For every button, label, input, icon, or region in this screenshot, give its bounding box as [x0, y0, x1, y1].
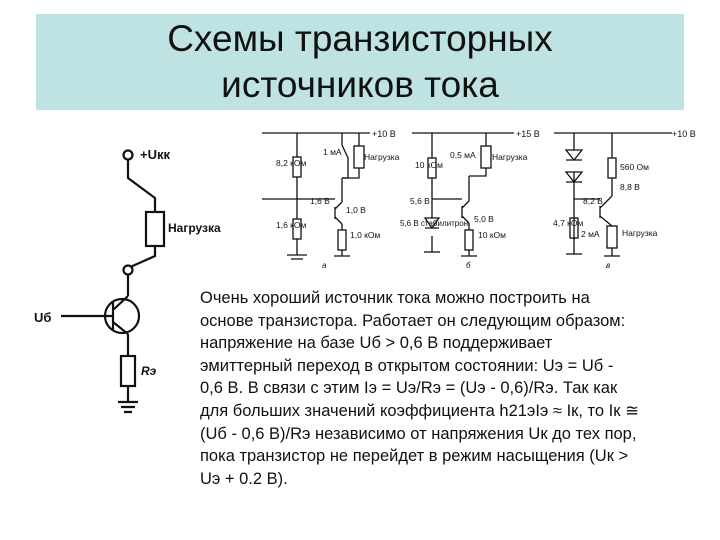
- load-a-label: Нагрузка: [364, 152, 400, 162]
- r-top-a-label: 8,2 кОм: [276, 158, 307, 168]
- supply-label: +Uкк: [140, 147, 170, 162]
- load-b-box: [481, 146, 491, 168]
- ve-a-label: 1,0 В: [346, 205, 366, 215]
- load-wire-a: [342, 133, 348, 178]
- r-e-b: [465, 230, 473, 250]
- body-line-5: 0,6 В. В связи с этим Iэ = Uэ/Rэ = (Uэ - 0,6)/Rэ. Так как: [200, 379, 618, 398]
- supply-b: +15 В: [516, 129, 540, 139]
- supply-c: +10 В: [672, 129, 696, 139]
- left-circuit: [34, 147, 221, 412]
- load-a-box: [354, 146, 364, 168]
- vb-c-label: 8,2 В: [583, 196, 603, 206]
- circuit-b: [400, 129, 540, 270]
- body-line-6: для больших значений коэффициента h21эIэ ≈ Iк, то Iк ≅: [200, 401, 639, 420]
- r-e-c-label: 4,7 кОм: [553, 218, 584, 228]
- title-line-2: источников тока: [221, 64, 499, 105]
- ve-b-label: 5,0 В: [474, 214, 494, 224]
- ve-c-label: 8,8 В: [620, 182, 640, 192]
- current-c-label: 2 мА: [581, 229, 600, 239]
- load-c-label: Нагрузка: [622, 228, 658, 238]
- supply-terminal: [124, 151, 133, 160]
- description-text: [200, 287, 692, 490]
- current-a-label: 1 мА: [323, 147, 342, 157]
- load-box: [146, 212, 164, 246]
- r-top-c: [608, 158, 616, 178]
- body-line-8: пока транзистор не перейдет в режим насыщения (Uк >: [200, 447, 629, 466]
- ground-c2-icon: [604, 248, 620, 256]
- current-b-label: 0,5 мА: [450, 150, 476, 160]
- ground-b2-icon: [461, 250, 477, 256]
- base-label: Uб: [34, 310, 52, 325]
- r-e-a-label: 1,0 кОм: [350, 230, 381, 240]
- body-line-7: (Uб - 0,6 В)/Rэ независимо от напряжения Uк до тех пор,: [200, 424, 637, 443]
- zener-label: 5,6 В стабилитрон: [400, 219, 469, 228]
- load-b-label: Нагрузка: [492, 152, 528, 162]
- letter-c: в: [606, 261, 611, 270]
- body-line-3: напряжение на базе Uб > 0,6 В поддерживает: [200, 334, 553, 353]
- circuit-c: [553, 129, 696, 270]
- load-a-wire: [342, 133, 359, 178]
- r-top-c-label: 560 Ом: [620, 162, 649, 172]
- load-c-box: [607, 226, 617, 248]
- wire-load: [128, 246, 155, 268]
- emitter-resistor: [121, 356, 135, 386]
- circuit-a: [262, 129, 400, 270]
- wire-supply: [128, 160, 155, 212]
- vb-b-label: 5,6 В: [410, 196, 430, 206]
- body-line-9: Uэ + 0.2 В).: [200, 469, 288, 488]
- ground-a-icon: [287, 255, 307, 259]
- title-line-1: Схемы транзисторных: [167, 18, 553, 59]
- letter-a: а: [322, 261, 327, 270]
- body-line-1: Очень хороший источник тока можно построить на: [200, 289, 590, 307]
- resistor-label: Rэ: [141, 364, 157, 378]
- body-line-2: основе транзистора. Работает он следующим образом:: [200, 311, 626, 330]
- ground-a2-icon: [334, 250, 350, 256]
- supply-a: +10 В: [372, 129, 396, 139]
- letter-b: б: [466, 261, 471, 270]
- ground-c-icon: [566, 238, 582, 254]
- collector-terminal: [124, 266, 133, 275]
- r-bot-a-label: 1,6 кОм: [276, 220, 307, 230]
- transistor-symbol: [113, 296, 128, 334]
- vb-a-label: 1,6 В: [310, 196, 330, 206]
- r-top-b-label: 10 кОм: [415, 160, 443, 170]
- r-e-b-label: 10 кОм: [478, 230, 506, 240]
- ground-icon: [118, 386, 138, 412]
- load-label: Нагрузка: [168, 221, 221, 235]
- r-e-a: [338, 230, 346, 250]
- body-line-4: эмиттерный переход в открытом состоянии: Uэ = Uб -: [200, 356, 614, 375]
- transistor-a: [335, 202, 342, 224]
